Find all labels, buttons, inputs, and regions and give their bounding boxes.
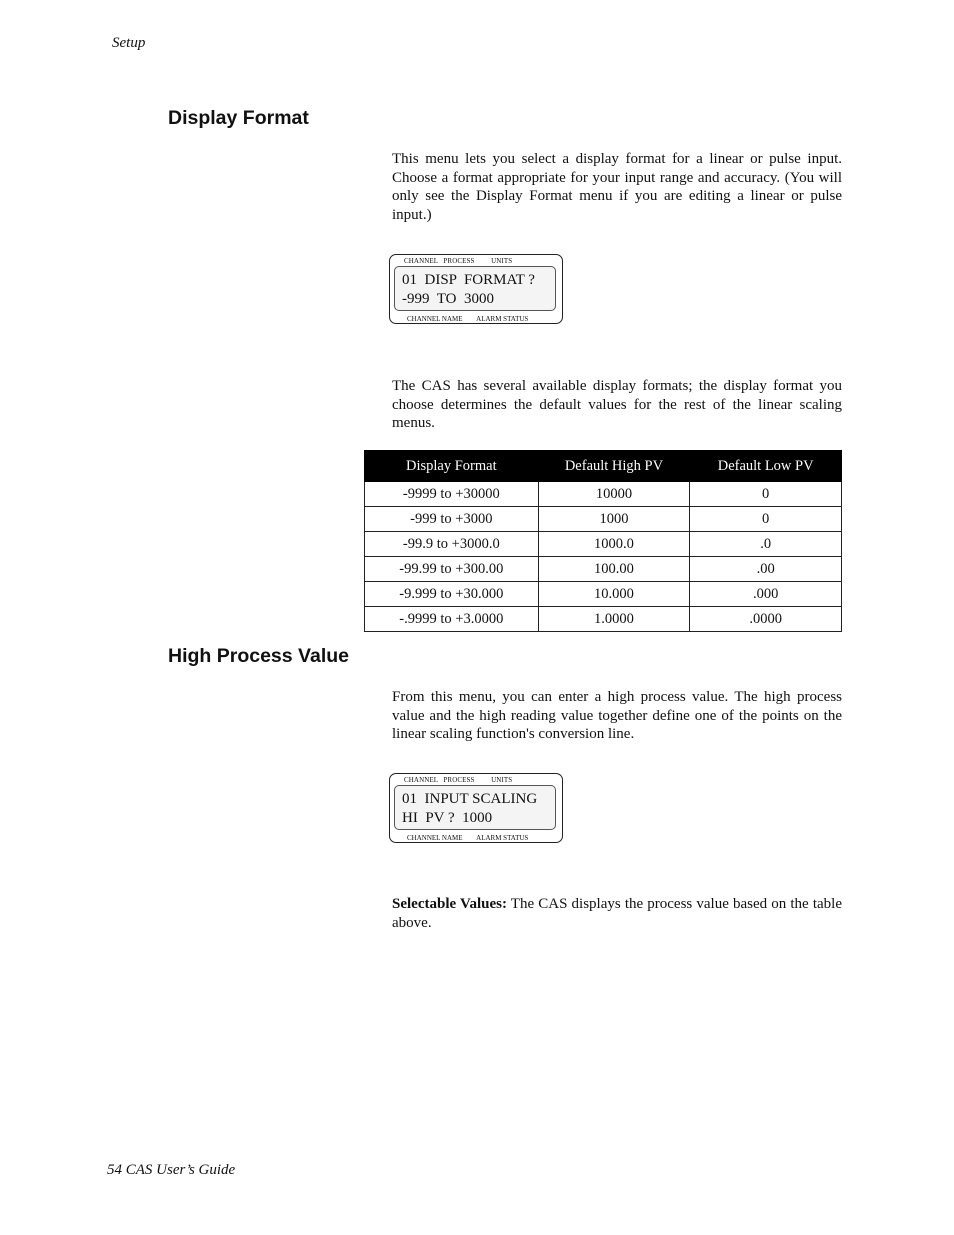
table-cell: -9.999 to +30.000 bbox=[365, 582, 539, 607]
table-cell: 100.00 bbox=[538, 557, 690, 582]
selectable-values-paragraph bbox=[392, 895, 842, 932]
table-cell: .00 bbox=[690, 557, 842, 582]
table-header-cell: Default High PV bbox=[538, 451, 690, 482]
table-header-row bbox=[365, 451, 842, 482]
table-cell: .000 bbox=[690, 582, 842, 607]
lcd-display-input-scaling bbox=[389, 773, 563, 843]
table-row bbox=[365, 557, 842, 582]
lcd-line-2: HI PV ? 1000 bbox=[402, 810, 493, 826]
table-cell: 1000 bbox=[538, 507, 690, 532]
table-cell: 0 bbox=[690, 507, 842, 532]
table-cell: 10.000 bbox=[538, 582, 690, 607]
section-heading-display-format: Display Format bbox=[168, 107, 309, 129]
display-format-body: The CAS has several available display formats; the display format you choose determines the default values for the rest of the linear scaling menus. bbox=[392, 378, 842, 432]
lcd-screen bbox=[394, 785, 556, 830]
lcd-bottom-labels: CHANNEL NAME ALARM STATUS bbox=[407, 834, 529, 842]
table-row bbox=[365, 582, 842, 607]
selectable-values-label: Selectable Values: bbox=[392, 896, 507, 912]
table-row bbox=[365, 507, 842, 532]
table-cell: -.9999 to +3.0000 bbox=[365, 607, 539, 632]
lcd-line-1: 01 INPUT SCALING bbox=[402, 791, 538, 807]
table-cell: -99.9 to +3000.0 bbox=[365, 532, 539, 557]
table-cell: -999 to +3000 bbox=[365, 507, 539, 532]
selectable-values-text: The CAS displays the process value based on the table above. bbox=[392, 896, 842, 931]
lcd-display-disp-format bbox=[389, 254, 563, 324]
table-header-cell: Default Low PV bbox=[690, 451, 842, 482]
table-cell: 1000.0 bbox=[538, 532, 690, 557]
high-process-value-intro: From this menu, you can enter a high process value. The high process value and the high reading value together define one of the points on the linear scaling function's conversion line. bbox=[392, 689, 842, 743]
running-head: Setup bbox=[112, 35, 146, 51]
lcd-screen bbox=[394, 266, 556, 311]
table-cell: 1.0000 bbox=[538, 607, 690, 632]
lcd-line-1: 01 DISP FORMAT ? bbox=[402, 272, 535, 288]
lcd-line-2: -999 TO 3000 bbox=[402, 291, 494, 307]
table-row bbox=[365, 532, 842, 557]
lcd-top-labels: CHANNEL PROCESS UNITS bbox=[404, 257, 513, 265]
section-heading-high-process-value: High Process Value bbox=[168, 645, 349, 667]
table-row bbox=[365, 607, 842, 632]
table-cell: .0 bbox=[690, 532, 842, 557]
table-cell: .0000 bbox=[690, 607, 842, 632]
display-format-intro: This menu lets you select a display format for a linear or pulse input. Choose a format appropriate for your input range and accuracy. (You will only see the Display Format menu if you are editing a linear or pulse input.) bbox=[392, 151, 842, 224]
table-cell: -99.99 to +300.00 bbox=[365, 557, 539, 582]
table-header-cell: Display Format bbox=[365, 451, 539, 482]
table-cell: -9999 to +30000 bbox=[365, 482, 539, 507]
page-footer: 54 CAS User’s Guide bbox=[107, 1162, 236, 1178]
table-row bbox=[365, 482, 842, 507]
table-cell: 10000 bbox=[538, 482, 690, 507]
lcd-bottom-labels: CHANNEL NAME ALARM STATUS bbox=[407, 315, 529, 323]
table-cell: 0 bbox=[690, 482, 842, 507]
display-format-table bbox=[364, 450, 842, 632]
lcd-top-labels: CHANNEL PROCESS UNITS bbox=[404, 776, 513, 784]
